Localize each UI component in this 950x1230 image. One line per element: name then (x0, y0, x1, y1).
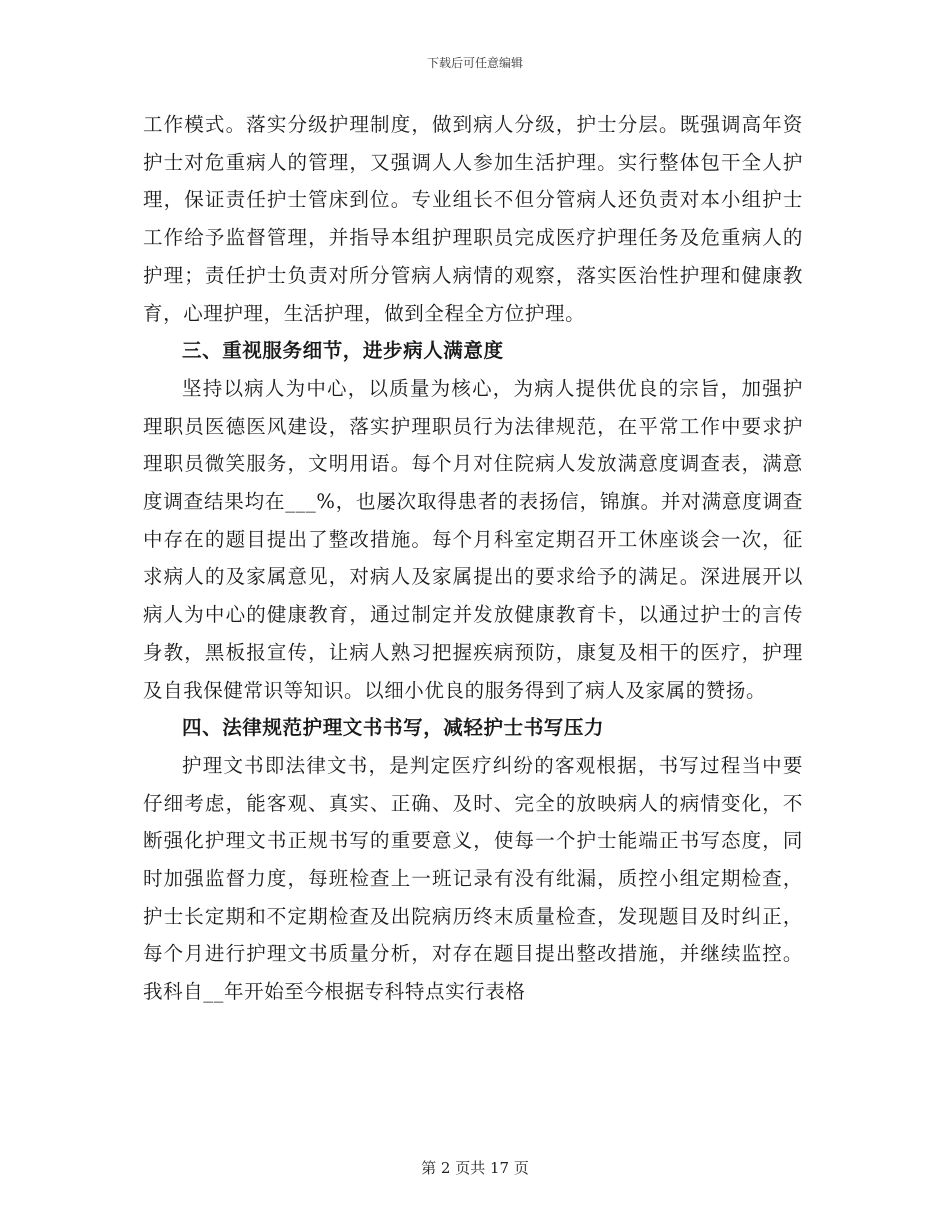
page-footer: 第 2 页共 17 页 (421, 1159, 529, 1177)
document-body (143, 106, 803, 1011)
section-heading-4: 四、法律规范护理文书书写，减轻护士书写压力 (182, 716, 605, 740)
paragraph-nursing-documents: 护理文书即法律文书，是判定医疗纠纷的客观根据，书写过程当中要仔细考虑，能客观、真实、正确、及时、完全的放映病人的病情变化，不断强化护理文书正规书写的重要意义，使每一个护士能端正书写态度，同时加强监督力度，每班检查上一班记录有没有纰漏，质控小组定期检查，护士长定期和不定期检查及出院病历终末质量检查，发现题目及时纠正，每个月进行护理文书质量分析，对存在题目提出整改措施，并继续监控。我科自__年开始至今根据专科特点实行表格 (143, 753, 803, 1004)
section-heading-3: 三、重视服务细节，进步病人满意度 (182, 339, 504, 363)
page-header: 下载后可任意编辑 (426, 56, 523, 70)
paragraph-service-details: 坚持以病人为中心，以质量为核心，为病人提供优良的宗旨，加强护理职员医德医风建设，落实护理职员行为法律规范，在平常工作中要求护理职员微笑服务，文明用语。每个月对住院病人发放满意度调查表，满意度调查结果均在___%，也屡次取得患者的表扬信，锦旗。并对满意度调查中存在的题目提出了整改措施。每个月科室定期召开工休座谈会一次，征求病人的及家属意见，对病人及家属提出的要求给予的满足。深进展开以病人为中心的健康教育，通过制定并发放健康教育卡，以通过护士的言传身教，黑板报宣传，让病人熟习把握疾病预防，康复及相干的医疗，护理及自我保健常识等知识。以细小优良的服务得到了病人及家属的赞扬。 (143, 376, 803, 702)
paragraph-continuation: 工作模式。落实分级护理制度，做到病人分级，护士分层。既强调高年资护士对危重病人的管理，又强调人人参加生活护理。实行整体包干全人护理，保证责任护士管床到位。专业组长不但分管病人还负责对本小组护士工作给予监督管理，并指导本组护理职员完成医疗护理任务及危重病人的护理；责任护士负责对所分管病人病情的观察，落实医治性护理和健康教育，心理护理，生活护理，做到全程全方位护理。 (143, 113, 803, 325)
